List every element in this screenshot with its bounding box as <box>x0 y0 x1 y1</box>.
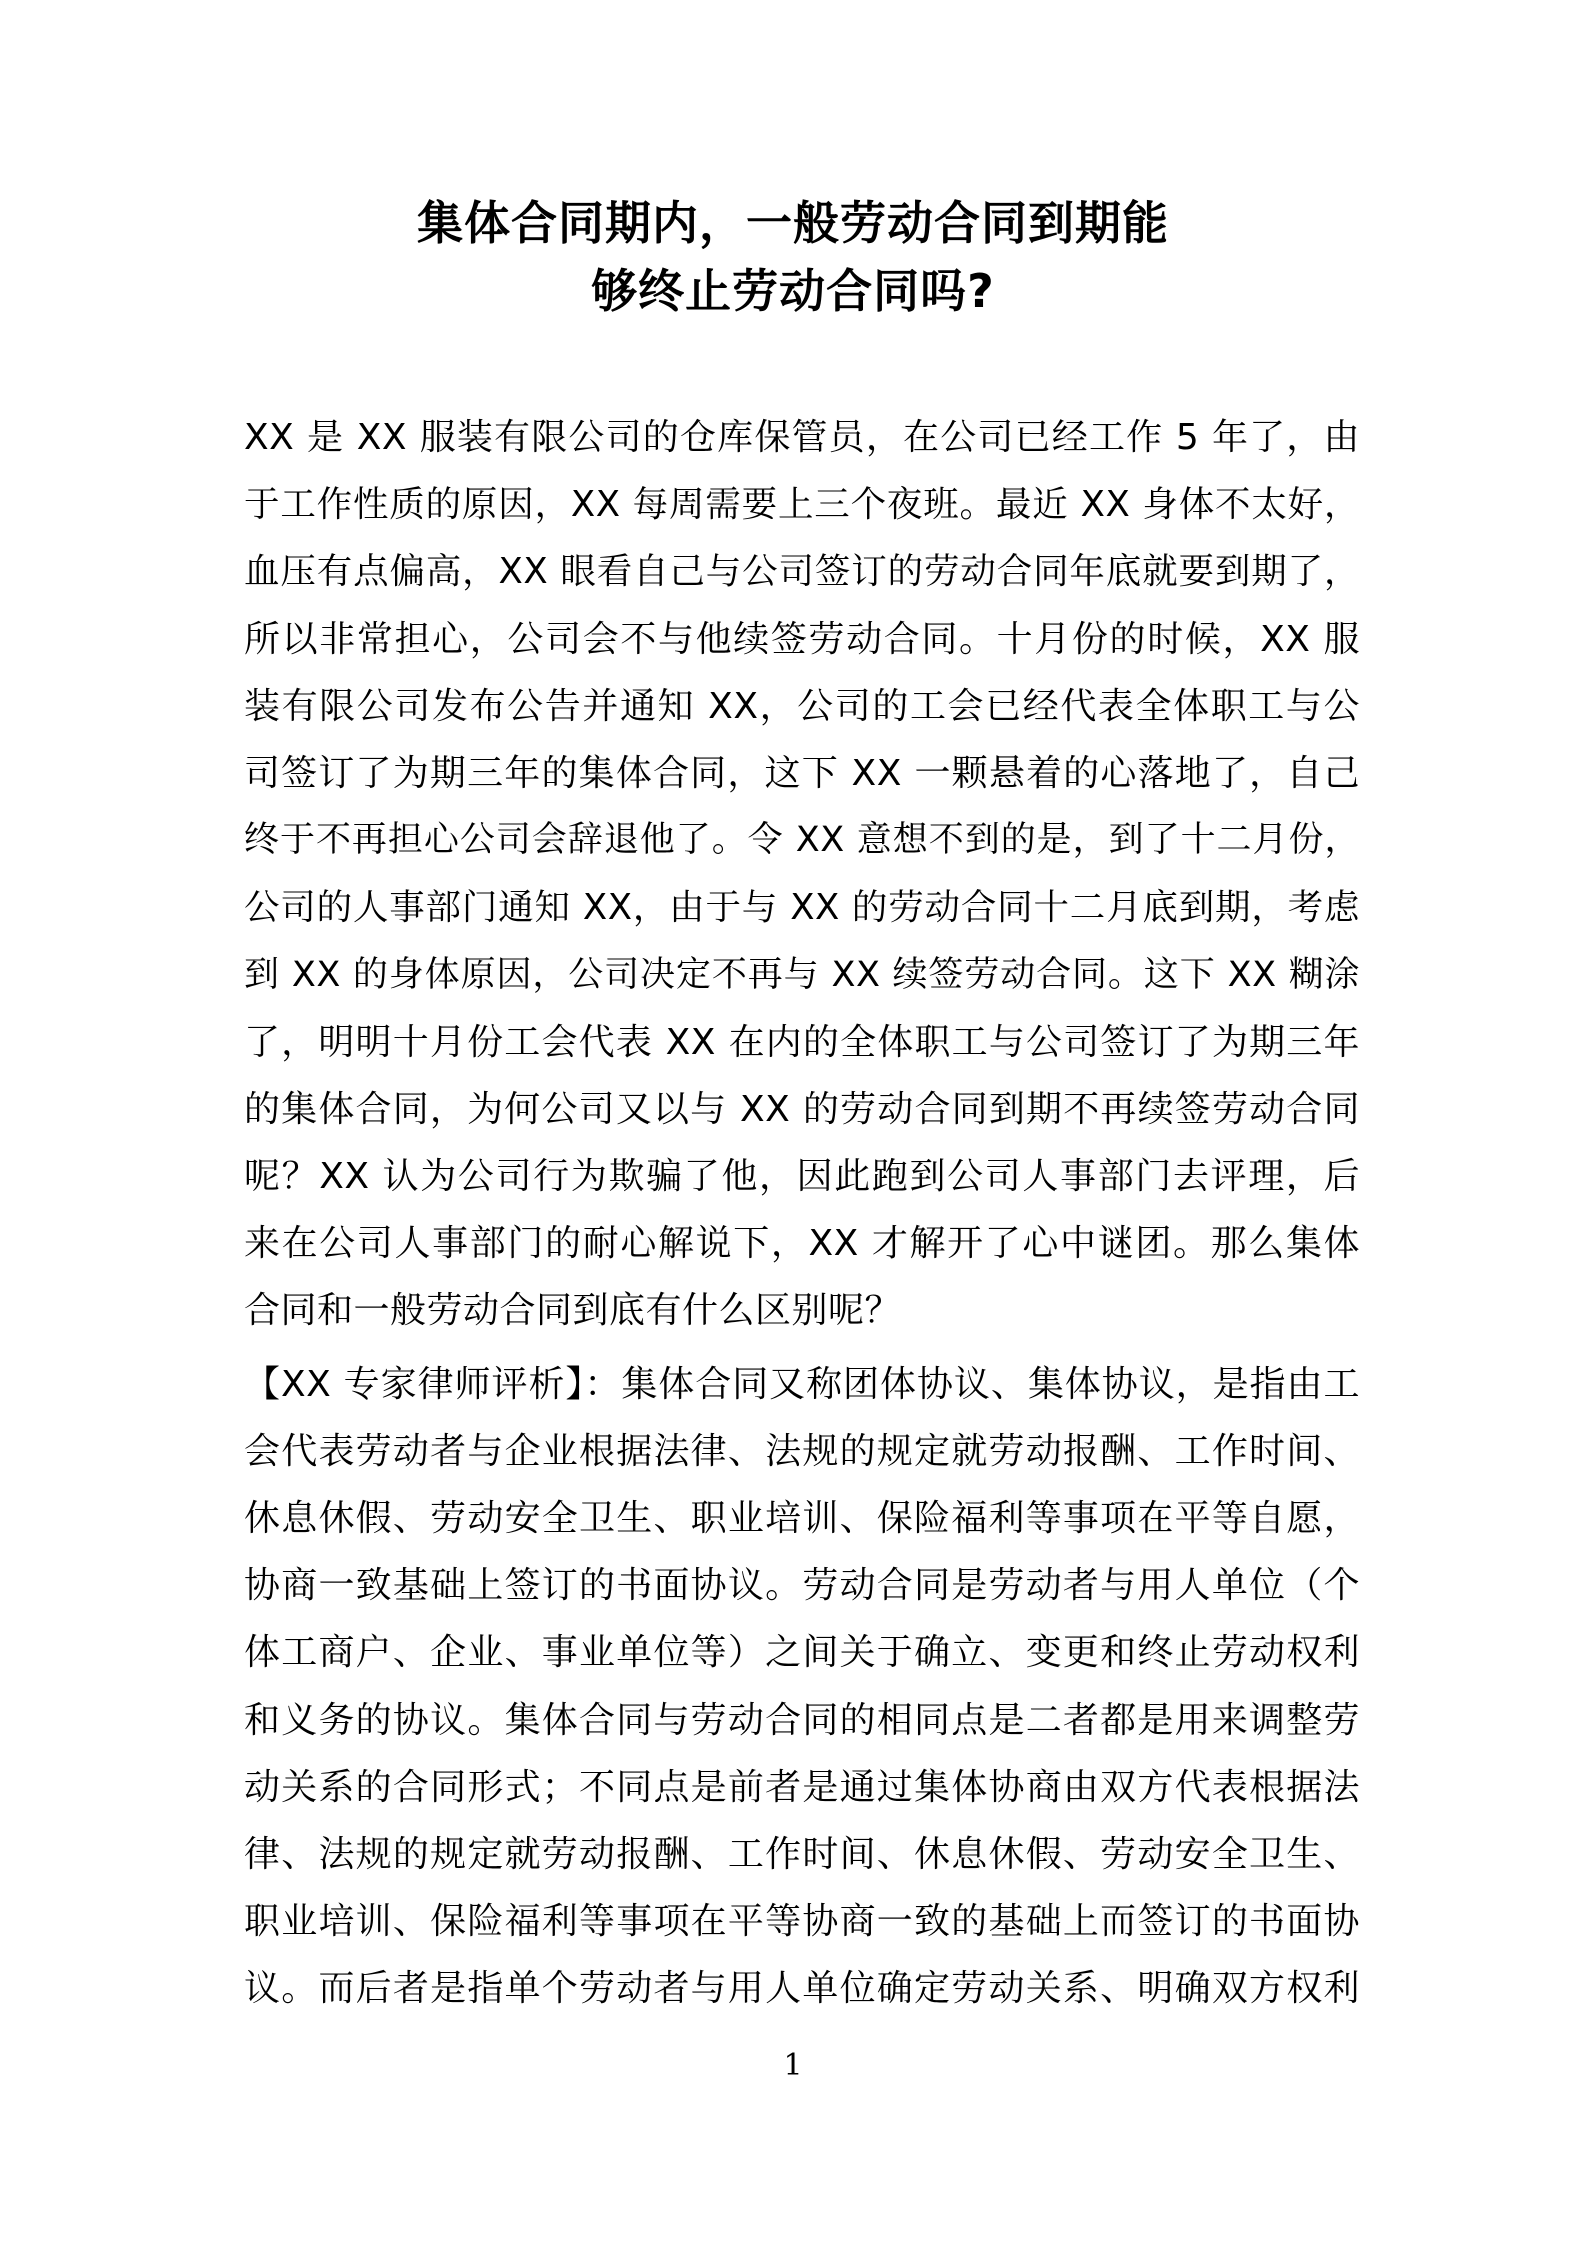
document-title-line-2: 够终止劳动合同吗? <box>591 264 995 318</box>
text-line: 【XX 专家律师评析】：集体合同又称团体协议、集体协议，是指由工 <box>244 1363 1360 1405</box>
text-line: 动关系的合同形式；不同点是前者是通过集体协商由双方代表根据法 <box>244 1766 1360 1808</box>
text-line: 合同和一般劳动合同到底有什么区别呢？ <box>244 1290 902 1332</box>
page-number: 1 <box>783 2048 803 2083</box>
text-line: 于工作性质的原因，XX 每周需要上三个夜班。最近 XX 身体不太好， <box>244 484 1360 526</box>
text-line: 装有限公司发布公告并通知 XX，公司的工会已经代表全体职工与公 <box>244 685 1360 727</box>
document-body <box>244 404 1360 2023</box>
text-line: 来在公司人事部门的耐心解说下，XX 才解开了心中谜团。那么集体 <box>244 1223 1360 1265</box>
paragraph-expert-analysis <box>244 1351 1360 2023</box>
text-line: 呢？XX 认为公司行为欺骗了他，因此跑到公司人事部门去评理，后 <box>244 1156 1360 1198</box>
document-title-line-1: 集体合同期内，一般劳动合同到期能 <box>417 196 1169 250</box>
text-line: 职业培训、保险福利等事项在平等协商一致的基础上而签订的书面协 <box>244 1901 1360 1943</box>
text-line: 休息休假、劳动安全卫生、职业培训、保险福利等事项在平等自愿， <box>244 1498 1360 1539</box>
text-line: 体工商户、企业、事业单位等）之间关于确立、变更和终止劳动权利 <box>244 1632 1360 1674</box>
text-line: 所以非常担心，公司会不与他续签劳动合同。十月份的时候，XX 服 <box>244 618 1360 660</box>
text-line: 到 XX 的身体原因，公司决定不再与 XX 续签劳动合同。这下 XX 糊涂 <box>244 954 1360 995</box>
text-line: XX 是 XX 服装有限公司的仓库保管员，在公司已经工作 5 年了，由 <box>244 417 1360 458</box>
text-line: 了，明明十月份工会代表 XX 在内的全体职工与公司签订了为期三年 <box>244 1021 1360 1063</box>
text-line: 血压有点偏高，XX 眼看自己与公司签订的劳动合同年底就要到期了， <box>244 551 1360 593</box>
text-line: 协商一致基础上签订的书面协议。劳动合同是劳动者与用人单位（个 <box>244 1565 1360 1607</box>
text-line: 会代表劳动者与企业根据法律、法规的规定就劳动报酬、工作时间、 <box>244 1430 1360 1472</box>
paragraph-case-description <box>244 404 1360 1345</box>
text-line: 终于不再担心公司会辞退他了。令 XX 意想不到的是，到了十二月份， <box>244 820 1360 861</box>
text-line: 公司的人事部门通知 XX，由于与 XX 的劳动合同十二月底到期，考虑 <box>244 887 1360 929</box>
text-line: 议。而后者是指单个劳动者与用人单位确定劳动关系、明确双方权利 <box>244 1968 1360 2010</box>
text-line: 律、法规的规定就劳动报酬、工作时间、休息休假、劳动安全卫生、 <box>244 1833 1360 1875</box>
text-line: 和义务的协议。集体合同与劳动合同的相同点是二者都是用来调整劳 <box>244 1699 1360 1741</box>
text-line: 的集体合同，为何公司又以与 XX 的劳动合同到期不再续签劳动合同 <box>244 1088 1360 1130</box>
text-line: 司签订了为期三年的集体合同，这下 XX 一颗悬着的心落地了，自己 <box>244 752 1360 794</box>
